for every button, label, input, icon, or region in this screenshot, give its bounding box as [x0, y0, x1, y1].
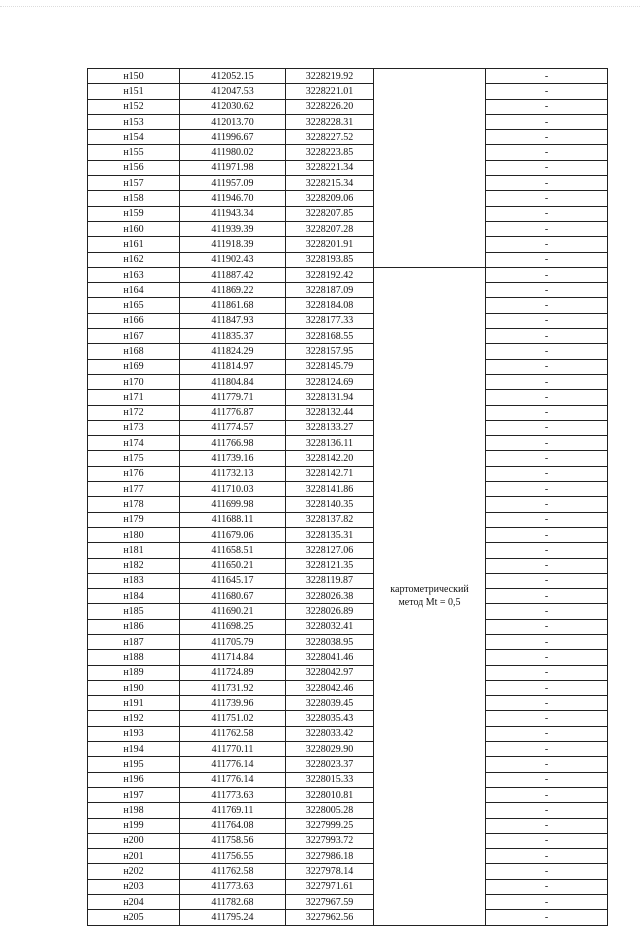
point-name-cell: н188 [88, 650, 180, 665]
x-coordinate-cell: 411770.11 [180, 742, 286, 757]
x-coordinate-cell: 411658.51 [180, 543, 286, 558]
x-coordinate-cell: 411869.22 [180, 283, 286, 298]
y-coordinate-cell: 3228121.35 [286, 558, 374, 573]
x-coordinate-cell: 411861.68 [180, 298, 286, 313]
table-row [88, 69, 608, 84]
y-coordinate-cell: 3228035.43 [286, 711, 374, 726]
y-coordinate-cell: 3228209.06 [286, 191, 374, 206]
table-row [88, 833, 608, 848]
y-coordinate-cell: 3228133.27 [286, 420, 374, 435]
table-row [88, 359, 608, 374]
x-coordinate-cell: 411690.21 [180, 604, 286, 619]
y-coordinate-cell: 3228026.38 [286, 589, 374, 604]
point-name-cell: н192 [88, 711, 180, 726]
x-coordinate-cell: 411710.03 [180, 482, 286, 497]
reference-cell: - [486, 711, 608, 726]
table-row [88, 252, 608, 267]
reference-cell: - [486, 589, 608, 604]
reference-cell: - [486, 619, 608, 634]
x-coordinate-cell: 411782.68 [180, 895, 286, 910]
point-name-cell: н203 [88, 879, 180, 894]
point-name-cell: н202 [88, 864, 180, 879]
reference-cell: - [486, 252, 608, 267]
y-coordinate-cell: 3228184.08 [286, 298, 374, 313]
y-coordinate-cell: 3228032.41 [286, 619, 374, 634]
point-name-cell: н194 [88, 742, 180, 757]
x-coordinate-cell: 411980.02 [180, 145, 286, 160]
reference-cell: - [486, 879, 608, 894]
reference-cell: - [486, 221, 608, 236]
reference-cell: - [486, 497, 608, 512]
reference-cell: - [486, 910, 608, 925]
point-name-cell: н169 [88, 359, 180, 374]
method-text-lower: картометрический метод Mt = 0,5 [390, 584, 469, 609]
reference-cell: - [486, 818, 608, 833]
point-name-cell: н190 [88, 680, 180, 695]
table-row [88, 191, 608, 206]
x-coordinate-cell: 411996.67 [180, 130, 286, 145]
y-coordinate-cell: 3228042.46 [286, 680, 374, 695]
table-row [88, 405, 608, 420]
table-row [88, 650, 608, 665]
coordinates-table [87, 68, 608, 926]
y-coordinate-cell: 3228141.86 [286, 482, 374, 497]
x-coordinate-cell: 411714.84 [180, 650, 286, 665]
point-name-cell: н151 [88, 84, 180, 99]
reference-cell: - [486, 665, 608, 680]
y-coordinate-cell: 3228177.33 [286, 313, 374, 328]
y-coordinate-cell: 3228127.06 [286, 543, 374, 558]
x-coordinate-cell: 411957.09 [180, 176, 286, 191]
y-coordinate-cell: 3228131.94 [286, 390, 374, 405]
table-row [88, 634, 608, 649]
table-row [88, 497, 608, 512]
x-coordinate-cell: 411774.57 [180, 420, 286, 435]
y-coordinate-cell: 3227971.61 [286, 879, 374, 894]
table-row [88, 757, 608, 772]
reference-cell: - [486, 390, 608, 405]
x-coordinate-cell: 412030.62 [180, 99, 286, 114]
reference-cell: - [486, 298, 608, 313]
table-row [88, 665, 608, 680]
table-row [88, 160, 608, 175]
point-name-cell: н161 [88, 237, 180, 252]
x-coordinate-cell: 411731.92 [180, 680, 286, 695]
reference-cell: - [486, 114, 608, 129]
table-row [88, 772, 608, 787]
method-cell-upper [374, 69, 486, 268]
x-coordinate-cell: 411645.17 [180, 573, 286, 588]
reference-cell: - [486, 374, 608, 389]
y-coordinate-cell: 3228223.85 [286, 145, 374, 160]
table-row [88, 910, 608, 925]
y-coordinate-cell: 3227986.18 [286, 849, 374, 864]
point-name-cell: н185 [88, 604, 180, 619]
coordinates-table-body [88, 69, 608, 926]
y-coordinate-cell: 3228010.81 [286, 787, 374, 802]
table-row [88, 619, 608, 634]
table-row [88, 206, 608, 221]
point-name-cell: н205 [88, 910, 180, 925]
reference-cell: - [486, 772, 608, 787]
x-coordinate-cell: 411698.25 [180, 619, 286, 634]
y-coordinate-cell: 3228207.85 [286, 206, 374, 221]
reference-cell: - [486, 573, 608, 588]
point-name-cell: н166 [88, 313, 180, 328]
table-row [88, 803, 608, 818]
table-row [88, 818, 608, 833]
point-name-cell: н204 [88, 895, 180, 910]
y-coordinate-cell: 3227962.56 [286, 910, 374, 925]
table-row [88, 374, 608, 389]
point-name-cell: н158 [88, 191, 180, 206]
x-coordinate-cell: 411939.39 [180, 221, 286, 236]
point-name-cell: н156 [88, 160, 180, 175]
point-name-cell: н167 [88, 329, 180, 344]
table-row [88, 176, 608, 191]
point-name-cell: н196 [88, 772, 180, 787]
table-row [88, 604, 608, 619]
reference-cell: - [486, 680, 608, 695]
table-row [88, 420, 608, 435]
y-coordinate-cell: 3227967.59 [286, 895, 374, 910]
reference-cell: - [486, 803, 608, 818]
reference-cell: - [486, 160, 608, 175]
table-row [88, 543, 608, 558]
scan-artifact-line [0, 6, 640, 9]
x-coordinate-cell: 411804.84 [180, 374, 286, 389]
x-coordinate-cell: 411779.71 [180, 390, 286, 405]
x-coordinate-cell: 411776.87 [180, 405, 286, 420]
reference-cell: - [486, 420, 608, 435]
table-row [88, 267, 608, 282]
point-name-cell: н153 [88, 114, 180, 129]
y-coordinate-cell: 3228135.31 [286, 527, 374, 542]
x-coordinate-cell: 411887.42 [180, 267, 286, 282]
table-row [88, 742, 608, 757]
point-name-cell: н160 [88, 221, 180, 236]
table-row [88, 864, 608, 879]
point-name-cell: н189 [88, 665, 180, 680]
y-coordinate-cell: 3228192.42 [286, 267, 374, 282]
reference-cell: - [486, 237, 608, 252]
table-row [88, 451, 608, 466]
x-coordinate-cell: 411918.39 [180, 237, 286, 252]
point-name-cell: н172 [88, 405, 180, 420]
x-coordinate-cell: 412013.70 [180, 114, 286, 129]
reference-cell: - [486, 267, 608, 282]
reference-cell: - [486, 405, 608, 420]
reference-cell: - [486, 787, 608, 802]
reference-cell: - [486, 634, 608, 649]
reference-cell: - [486, 512, 608, 527]
y-coordinate-cell: 3228157.95 [286, 344, 374, 359]
y-coordinate-cell: 3228142.71 [286, 466, 374, 481]
x-coordinate-cell: 411776.14 [180, 757, 286, 772]
point-name-cell: н163 [88, 267, 180, 282]
x-coordinate-cell: 411762.58 [180, 864, 286, 879]
y-coordinate-cell: 3228142.20 [286, 451, 374, 466]
y-coordinate-cell: 3227993.72 [286, 833, 374, 848]
y-coordinate-cell: 3228005.28 [286, 803, 374, 818]
y-coordinate-cell: 3228136.11 [286, 436, 374, 451]
x-coordinate-cell: 411766.98 [180, 436, 286, 451]
table-row [88, 237, 608, 252]
point-name-cell: н177 [88, 482, 180, 497]
table-row [88, 589, 608, 604]
reference-cell: - [486, 895, 608, 910]
reference-cell: - [486, 833, 608, 848]
y-coordinate-cell: 3228145.79 [286, 359, 374, 374]
point-name-cell: н199 [88, 818, 180, 833]
table-row [88, 466, 608, 481]
x-coordinate-cell: 411699.98 [180, 497, 286, 512]
x-coordinate-cell: 411758.56 [180, 833, 286, 848]
x-coordinate-cell: 411971.98 [180, 160, 286, 175]
x-coordinate-cell: 411946.70 [180, 191, 286, 206]
table-row [88, 849, 608, 864]
reference-cell: - [486, 344, 608, 359]
point-name-cell: н186 [88, 619, 180, 634]
x-coordinate-cell: 411756.55 [180, 849, 286, 864]
point-name-cell: н152 [88, 99, 180, 114]
x-coordinate-cell: 411679.06 [180, 527, 286, 542]
table-row [88, 329, 608, 344]
reference-cell: - [486, 145, 608, 160]
reference-cell: - [486, 359, 608, 374]
table-row [88, 436, 608, 451]
y-coordinate-cell: 3228132.44 [286, 405, 374, 420]
point-name-cell: н174 [88, 436, 180, 451]
point-name-cell: н179 [88, 512, 180, 527]
y-coordinate-cell: 3228193.85 [286, 252, 374, 267]
x-coordinate-cell: 411739.16 [180, 451, 286, 466]
table-row [88, 130, 608, 145]
x-coordinate-cell: 411795.24 [180, 910, 286, 925]
y-coordinate-cell: 3228221.01 [286, 84, 374, 99]
reference-cell: - [486, 650, 608, 665]
y-coordinate-cell: 3228137.82 [286, 512, 374, 527]
point-name-cell: н187 [88, 634, 180, 649]
y-coordinate-cell: 3228015.33 [286, 772, 374, 787]
reference-cell: - [486, 527, 608, 542]
y-coordinate-cell: 3228033.42 [286, 726, 374, 741]
y-coordinate-cell: 3228207.28 [286, 221, 374, 236]
y-coordinate-cell: 3228041.46 [286, 650, 374, 665]
point-name-cell: н200 [88, 833, 180, 848]
point-name-cell: н171 [88, 390, 180, 405]
table-row [88, 696, 608, 711]
x-coordinate-cell: 411751.02 [180, 711, 286, 726]
table-row [88, 573, 608, 588]
point-name-cell: н184 [88, 589, 180, 604]
y-coordinate-cell: 3228221.34 [286, 160, 374, 175]
table-row [88, 221, 608, 236]
x-coordinate-cell: 411773.63 [180, 787, 286, 802]
reference-cell: - [486, 757, 608, 772]
point-name-cell: н178 [88, 497, 180, 512]
reference-cell: - [486, 604, 608, 619]
y-coordinate-cell: 3228039.45 [286, 696, 374, 711]
table-row [88, 298, 608, 313]
point-name-cell: н159 [88, 206, 180, 221]
point-name-cell: н175 [88, 451, 180, 466]
point-name-cell: н155 [88, 145, 180, 160]
x-coordinate-cell: 411902.43 [180, 252, 286, 267]
point-name-cell: н154 [88, 130, 180, 145]
table-row [88, 711, 608, 726]
x-coordinate-cell: 411688.11 [180, 512, 286, 527]
table-row [88, 482, 608, 497]
point-name-cell: н176 [88, 466, 180, 481]
x-coordinate-cell: 411705.79 [180, 634, 286, 649]
y-coordinate-cell: 3228023.37 [286, 757, 374, 772]
point-name-cell: н193 [88, 726, 180, 741]
reference-cell: - [486, 558, 608, 573]
point-name-cell: н181 [88, 543, 180, 558]
point-name-cell: н157 [88, 176, 180, 191]
y-coordinate-cell: 3228215.34 [286, 176, 374, 191]
x-coordinate-cell: 411824.29 [180, 344, 286, 359]
y-coordinate-cell: 3228140.35 [286, 497, 374, 512]
reference-cell: - [486, 99, 608, 114]
y-coordinate-cell: 3228029.90 [286, 742, 374, 757]
x-coordinate-cell: 411724.89 [180, 665, 286, 680]
x-coordinate-cell: 411739.96 [180, 696, 286, 711]
point-name-cell: н195 [88, 757, 180, 772]
reference-cell: - [486, 69, 608, 84]
table-row [88, 787, 608, 802]
reference-cell: - [486, 864, 608, 879]
y-coordinate-cell: 3227978.14 [286, 864, 374, 879]
point-name-cell: н191 [88, 696, 180, 711]
reference-cell: - [486, 849, 608, 864]
y-coordinate-cell: 3228219.92 [286, 69, 374, 84]
point-name-cell: н182 [88, 558, 180, 573]
y-coordinate-cell: 3228026.89 [286, 604, 374, 619]
table-row [88, 114, 608, 129]
table-row [88, 527, 608, 542]
reference-cell: - [486, 176, 608, 191]
reference-cell: - [486, 329, 608, 344]
x-coordinate-cell: 411814.97 [180, 359, 286, 374]
table-row [88, 558, 608, 573]
reference-cell: - [486, 742, 608, 757]
y-coordinate-cell: 3228119.87 [286, 573, 374, 588]
point-name-cell: н180 [88, 527, 180, 542]
reference-cell: - [486, 451, 608, 466]
point-name-cell: н168 [88, 344, 180, 359]
reference-cell: - [486, 482, 608, 497]
point-name-cell: н162 [88, 252, 180, 267]
point-name-cell: н164 [88, 283, 180, 298]
y-coordinate-cell: 3228227.52 [286, 130, 374, 145]
table-row [88, 84, 608, 99]
reference-cell: - [486, 726, 608, 741]
reference-cell: - [486, 191, 608, 206]
x-coordinate-cell: 411650.21 [180, 558, 286, 573]
y-coordinate-cell: 3228187.09 [286, 283, 374, 298]
x-coordinate-cell: 411764.08 [180, 818, 286, 833]
reference-cell: - [486, 436, 608, 451]
table-row [88, 344, 608, 359]
x-coordinate-cell: 411762.58 [180, 726, 286, 741]
y-coordinate-cell: 3228042.97 [286, 665, 374, 680]
point-name-cell: н170 [88, 374, 180, 389]
table-row [88, 512, 608, 527]
x-coordinate-cell: 412047.53 [180, 84, 286, 99]
x-coordinate-cell: 411847.93 [180, 313, 286, 328]
point-name-cell: н201 [88, 849, 180, 864]
table-row [88, 879, 608, 894]
reference-cell: - [486, 130, 608, 145]
table-row [88, 99, 608, 114]
reference-cell: - [486, 696, 608, 711]
table-row [88, 680, 608, 695]
x-coordinate-cell: 411776.14 [180, 772, 286, 787]
y-coordinate-cell: 3228228.31 [286, 114, 374, 129]
reference-cell: - [486, 466, 608, 481]
table-row [88, 145, 608, 160]
x-coordinate-cell: 411680.67 [180, 589, 286, 604]
point-name-cell: н165 [88, 298, 180, 313]
table-row [88, 283, 608, 298]
y-coordinate-cell: 3228226.20 [286, 99, 374, 114]
point-name-cell: н183 [88, 573, 180, 588]
table-row [88, 895, 608, 910]
point-name-cell: н150 [88, 69, 180, 84]
x-coordinate-cell: 411835.37 [180, 329, 286, 344]
y-coordinate-cell: 3228124.69 [286, 374, 374, 389]
y-coordinate-cell: 3228201.91 [286, 237, 374, 252]
reference-cell: - [486, 283, 608, 298]
x-coordinate-cell: 411732.13 [180, 466, 286, 481]
point-name-cell: н197 [88, 787, 180, 802]
reference-cell: - [486, 543, 608, 558]
x-coordinate-cell: 412052.15 [180, 69, 286, 84]
point-name-cell: н198 [88, 803, 180, 818]
point-name-cell: н173 [88, 420, 180, 435]
reference-cell: - [486, 206, 608, 221]
x-coordinate-cell: 411943.34 [180, 206, 286, 221]
reference-cell: - [486, 84, 608, 99]
method-cell-lower [374, 267, 486, 925]
table-row [88, 313, 608, 328]
x-coordinate-cell: 411769.11 [180, 803, 286, 818]
x-coordinate-cell: 411773.63 [180, 879, 286, 894]
y-coordinate-cell: 3227999.25 [286, 818, 374, 833]
table-row [88, 726, 608, 741]
y-coordinate-cell: 3228168.55 [286, 329, 374, 344]
reference-cell: - [486, 313, 608, 328]
y-coordinate-cell: 3228038.95 [286, 634, 374, 649]
table-row [88, 390, 608, 405]
